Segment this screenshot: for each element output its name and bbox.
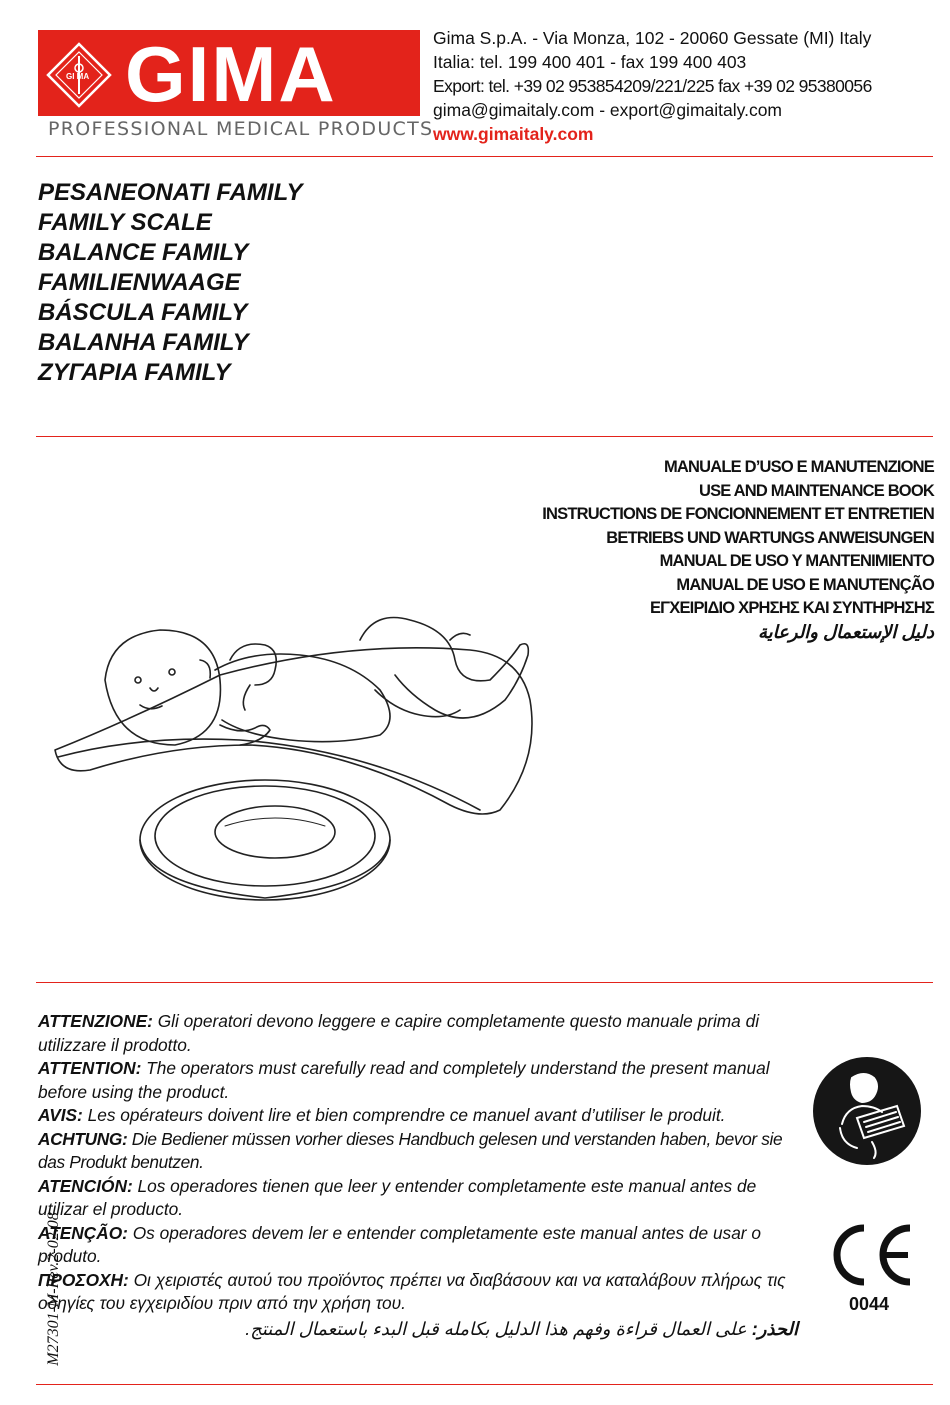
warning-de: ACHTUNG: Die Bediener müssen vorher dieses Handbuch gelesen und verstanden haben, bevor sie das Produkt benutzen.	[38, 1128, 783, 1172]
divider	[36, 436, 933, 437]
svg-text:CE: CE	[826, 1222, 828, 1223]
ce-mark-icon	[826, 1222, 916, 1288]
brand-name: GIMA	[125, 30, 337, 118]
divider	[36, 982, 933, 983]
contact-block	[433, 26, 872, 146]
product-title: ΖΥΓΑΡΙΑ FAMILY	[38, 359, 231, 386]
ce-number: 0044	[849, 1294, 890, 1314]
contact-italy: Italia: tel. 199 400 401 - fax 199 400 403	[433, 52, 747, 72]
manual-title: USE AND MAINTENANCE BOOK	[698, 481, 934, 500]
product-titles	[38, 178, 302, 388]
product-title: FAMILIENWAAGE	[38, 269, 241, 296]
warning-ar: الحذر: على العمال قراءة وفهم هذا الدليل بكامله قبل البدء باستعمال المنتج.	[245, 1318, 798, 1339]
product-title: BALANCE FAMILY	[38, 239, 249, 266]
product-title: FAMILY SCALE	[38, 209, 212, 236]
contact-website[interactable]: www.gimaitaly.com	[433, 124, 594, 144]
product-title: PESANEONATI FAMILY	[38, 179, 303, 206]
warning-fr: AVIS: Les opérateurs doivent lire et bien comprendre ce manuel avant d’utiliser le produit.	[38, 1105, 726, 1125]
manual-title: BETRIEBS UND WARTUNGS ANWEISUNGEN	[606, 528, 934, 547]
warning-el: ΠΡΟΣΟΧΗ: Οι χειριστές αυτού του προϊόντος πρέπει να διαβάσουν και να καταλάβουν πλήρως τις οδηγίες του εγχειριδίου πριν από την χρήση του.	[38, 1269, 786, 1313]
warning-en: ATTENTION: The operators must carefully read and completely understand the present manual before using the product.	[38, 1058, 770, 1102]
gima-badge-icon	[46, 42, 112, 108]
manual-title: MANUAL DE USO Y MANTENIMIENTO	[659, 552, 934, 570]
warning-pt: ATENÇÃO: Os operadores devem ler e entender completamente este manual antes de usar o produto.	[38, 1222, 761, 1266]
contact-email[interactable]: gima@gimaitaly.com - export@gimaitaly.com	[433, 100, 783, 120]
warning-it: ATTENZIONE: Gli operatori devono leggere e capire completamente questo manuale prima di utilizzare il prodotto.	[38, 1011, 760, 1055]
warnings-block	[38, 1010, 798, 1341]
product-title: BALANHA FAMILY	[38, 329, 249, 356]
brand-tagline: PROFESSIONAL MEDICAL PRODUCTS	[48, 118, 434, 140]
product-title: BÁSCULA FAMILY	[38, 299, 248, 326]
manual-title: ΕΓΧΕΙΡΙΔΙΟ ΧΡΗΣΗΣ ΚΑΙ ΣΥΝΤΗΡΗΣΗΣ	[649, 599, 934, 617]
manual-title-arabic: دليل الإستعمال والرعاية	[758, 621, 934, 642]
divider	[36, 1384, 933, 1385]
document-code: M27301-M-Rev.2-02.08	[45, 1212, 62, 1366]
badge-text: GI MA	[66, 72, 90, 81]
contact-export: Export: tel. +39 02 953854209/221/225 fax +39 02 95380056	[433, 76, 872, 96]
contact-address: Gima S.p.A. - Via Monza, 102 - 20060 Gessate (MI) Italy	[433, 28, 872, 48]
warning-es: ATENCIÓN: Los operadores tienen que leer y entender completamente este manual antes de utilizar el producto.	[38, 1175, 757, 1219]
manual-title: MANUAL DE USO E MANUTENÇÃO	[676, 575, 934, 594]
read-manual-icon	[812, 1056, 922, 1166]
divider	[36, 156, 933, 157]
manual-title: INSTRUCTIONS DE FONCIONNEMENT ET ENTRETIEN	[542, 505, 934, 523]
manual-title: MANUALE D’USO E MANUTENZIONE	[663, 458, 934, 476]
baby-scale-illustration	[50, 600, 590, 930]
